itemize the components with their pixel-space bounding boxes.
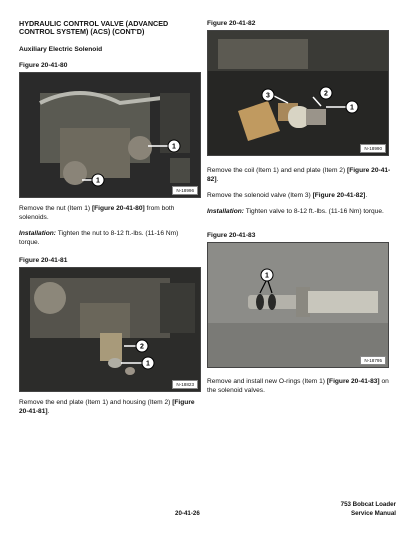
figure-80-code: N-18996 bbox=[172, 186, 198, 195]
right-paragraph-2 bbox=[207, 192, 392, 201]
figure-82-callout-b: 2 bbox=[324, 90, 328, 98]
figure-83-code: N-18795 bbox=[360, 356, 386, 365]
figure-82-callout-c: 1 bbox=[350, 104, 354, 112]
right-p1-text: Remove the coil (Item 1) and end plate (Item 2) bbox=[207, 167, 347, 174]
figure-80-photo bbox=[19, 72, 201, 198]
figure-81-code: N-18823 bbox=[172, 380, 198, 389]
figure-82-illustration bbox=[208, 31, 388, 155]
right-p4-tail: on the solenoid valves. bbox=[207, 378, 389, 394]
right-paragraph-4 bbox=[207, 378, 392, 395]
figure-81-illustration bbox=[20, 268, 200, 391]
right-paragraph-3 bbox=[207, 208, 392, 217]
left-p3-tail: . bbox=[47, 407, 50, 415]
left-p3-text: Remove the end plate (Item 1) and housing (Item 2) bbox=[19, 399, 173, 406]
section-title-line-2: CONTROL SYSTEM) (ACS) (CONT'D) bbox=[19, 27, 145, 37]
section-title bbox=[19, 20, 209, 37]
figure-83-photo bbox=[207, 242, 389, 368]
figure-83-callout-a: 1 bbox=[265, 272, 269, 280]
figure-81-callout-b: 1 bbox=[146, 360, 150, 368]
right-paragraph-1 bbox=[207, 167, 392, 184]
left-p3-ref: [Figure 20-41-81] bbox=[19, 399, 195, 415]
left-p2-label: Installation: bbox=[19, 230, 56, 237]
right-p2-text: Remove the solenoid valve (Item 3) bbox=[207, 192, 313, 199]
right-p4-text: Remove and install new O-rings (Item 1) bbox=[207, 378, 327, 385]
left-p1-ref: [Figure 20-41-80] bbox=[91, 205, 145, 212]
figure-label-83: Figure 20-41-83 bbox=[207, 232, 256, 239]
figure-label-81: Figure 20-41-81 bbox=[19, 257, 68, 264]
figure-label-80: Figure 20-41-80 bbox=[19, 62, 68, 69]
subsection-title: Auxiliary Electric Solenoid bbox=[19, 46, 103, 53]
left-paragraph-1 bbox=[19, 205, 199, 222]
left-paragraph-3 bbox=[19, 399, 199, 416]
right-p3-label: Installation: bbox=[207, 208, 244, 215]
right-p1-ref: [Figure 20-41-82] bbox=[207, 167, 391, 183]
page-number: 20-41-26 bbox=[175, 510, 200, 517]
left-paragraph-2 bbox=[19, 230, 199, 247]
left-p1-text: Remove the nut (Item 1) bbox=[19, 205, 92, 212]
section-title-line-1: HYDRAULIC CONTROL VALVE (ADVANCED bbox=[19, 19, 169, 28]
figure-82-photo bbox=[207, 30, 389, 156]
right-p2-ref: [Figure 20-41-82] bbox=[312, 192, 366, 199]
figure-80-callout-a: 1 bbox=[172, 143, 176, 151]
figure-81-callout-a: 2 bbox=[140, 343, 144, 351]
figure-82-callout-a: 3 bbox=[266, 92, 270, 100]
figure-80-illustration bbox=[20, 73, 200, 197]
left-p2-text: Tighten the nut to 8-12 ft.-lbs. (11-16 Nm) torque. bbox=[19, 230, 179, 246]
right-p3-text: Tighten valve to 8-12 ft.-lbs. (11-16 Nm) torque. bbox=[244, 208, 384, 215]
right-p2-tail: . bbox=[365, 192, 368, 199]
right-p4-ref: [Figure 20-41-83] bbox=[326, 378, 380, 385]
right-p1-tail: . bbox=[216, 175, 219, 183]
figure-80-callout-b: 1 bbox=[96, 177, 100, 185]
figure-83-illustration bbox=[208, 243, 388, 367]
footer-manual: Service Manual bbox=[350, 510, 396, 517]
figure-81-photo bbox=[19, 267, 201, 392]
figure-label-82: Figure 20-41-82 bbox=[207, 20, 256, 27]
footer-model: 753 Bobcat Loader bbox=[340, 501, 396, 508]
left-p1-tail: from both solenoids. bbox=[19, 205, 175, 221]
figure-82-code: N-18990 bbox=[360, 144, 386, 153]
